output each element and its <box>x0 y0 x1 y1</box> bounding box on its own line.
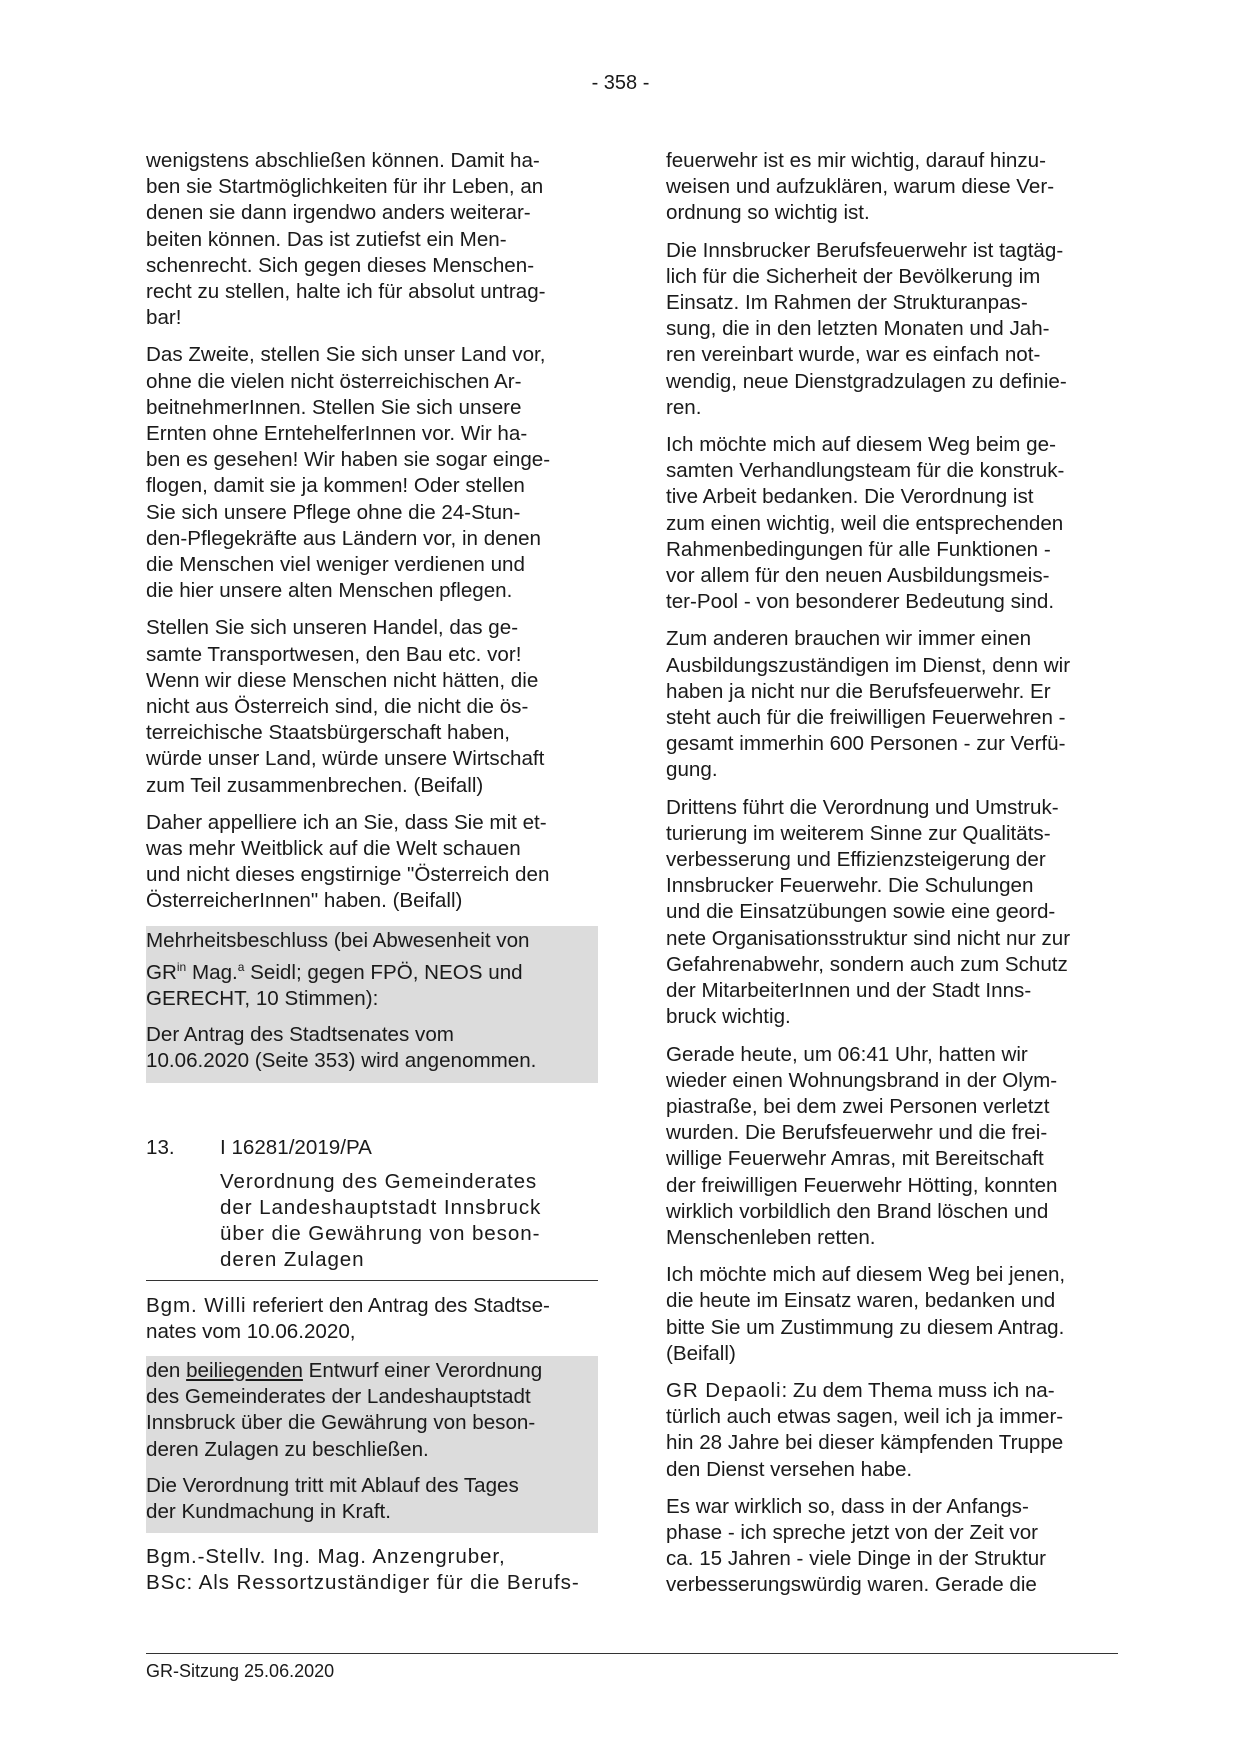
resolution-text-part: Mag. <box>186 960 238 984</box>
paragraph: feuerwehr ist es mir wichtig, darauf hinzu- weisen und aufzuklären, warum diese Ver- ordnung so wichtig ist. <box>666 149 1055 225</box>
paragraph <box>146 1544 598 1596</box>
speech-text: referiert den Antrag des Stadtse- nates vom 10.06.2020, <box>146 1293 550 1343</box>
paragraph: Stellen Sie sich unseren Handel, das ge- samte Transportwesen, den Bau etc. vor! Wenn wir diese Menschen nicht hätten, die nicht aus Österreich sind, die nicht die ös- terreichische Staatsbürgerschaft haben, würde unser Land, würde unsere Wirtschaft zum Teil zusammenbrechen. (Beifall) <box>146 616 545 797</box>
agenda-item-number: 13. <box>146 1135 175 1159</box>
superscript: in <box>176 959 187 974</box>
right-column <box>666 148 1118 1610</box>
resolution-block <box>146 926 598 1083</box>
speech-text: : Als Ressortzuständiger für die Berufs- <box>186 1571 580 1595</box>
speaker-name: GR Depaoli <box>666 1378 782 1402</box>
paragraph: Es war wirklich so, dass in der Anfangs- phase - ich spreche jetzt von der Zeit vor ca. 15 Jahren - viele Dinge in der Struktur verbesserungswürdig waren. Gerade die <box>666 1494 1047 1597</box>
resolution-text-part: Mehrheitsbeschluss (bei Abwesenheit von GR <box>146 928 530 984</box>
paragraph <box>146 1293 598 1345</box>
footer-session: GR-Sitzung 25.06.2020 <box>146 1661 335 1681</box>
resolution-text <box>146 926 598 1020</box>
agenda-item-title-box <box>146 1169 598 1281</box>
paragraph: Gerade heute, um 06:41 Uhr, hatten wir wieder einen Wohnungsbrand in der Olym- piastraße, bei dem zwei Personen verletzt wurden. Die Berufsfeuerwehr und die frei- willige Feuerwehr Amras, mit Bereitschaft der freiwilligen Feuerwehr Hötting, konnten wirklich vorbildlich den Brand löschen und Menschenleben retten. <box>666 1042 1058 1249</box>
superscript: a <box>237 959 245 974</box>
paragraph: Drittens führt die Verordnung und Umstruk- turierung im weiterem Sinne zur Qualitäts- verbesserung und Effizienzsteigerung der Innsbrucker Feuerwehr. Die Schulungen und die Einsatzübungen sowie eine geord- nete Organisationsstruktur sind nicht nur zur Gefahrenabwehr, sondern auch zum Schutz der MitarbeiterInnen und der Stadt Inns- bruck wichtig. <box>666 795 1071 1029</box>
paragraph: Ich möchte mich auf diesem Weg bei jenen, die heute im Einsatz waren, bedanken und bitte Sie um Zustimmung zu diesem Antrag. (Beifall) <box>666 1263 1066 1365</box>
speech-text: : Zu dem Thema muss ich na- türlich auch etwas sagen, weil ich ja immer- hin 28 Jahre bei dieser kämpfenden Truppe den Dienst versehen habe. <box>666 1378 1064 1481</box>
agenda-item-reference: I 16281/2019/PA <box>220 1135 372 1159</box>
speaker-name: Bgm. Willi <box>146 1293 247 1317</box>
motion-text-part: Entwurf einer Verordnung des Gemeinderates der Landeshauptstadt Innsbruck über die Gewährung von beson- deren Zulagen zu beschließen. <box>146 1358 543 1461</box>
motion-text-2: Die Verordnung tritt mit Ablauf des Tages der Kundmachung in Kraft. <box>146 1473 519 1523</box>
agenda-item-title: Verordnung des Gemeinderates der Landeshauptstadt Innsbruck über die Gewährung von beson- deren Zulagen <box>220 1169 542 1272</box>
footer-divider <box>146 1653 1118 1654</box>
paragraph: Daher appelliere ich an Sie, dass Sie mit et- was mehr Weitblick auf die Welt schauen und nicht dieses engstirnige "Österreich den ÖsterreicherInnen" haben. (Beifall) <box>146 810 550 913</box>
paragraph: Zum anderen brauchen wir immer einen Ausbildungszuständigen im Dienst, denn wir haben ja nicht nur die Berufsfeuerwehr. Er steht auch für die freiwilligen Feuerwehren - gesamt immerhin 600 Personen - zur Verfü- gung. <box>666 627 1071 782</box>
motion-text <box>146 1356 598 1471</box>
paragraph: Die Innsbrucker Berufsfeuerwehr ist tagtäg- lich für die Sicherheit der Bevölkerung im Einsatz. Im Rahmen der Strukturanpas- sung, die in den letzten Monaten und Jah- ren vereinbart wurde, war es einfach not- wendig, neue Dienstgradzulagen zu definie- ren. <box>666 238 1067 419</box>
paragraph: wenigstens abschließen können. Damit ha- ben sie Startmöglichkeiten für ihr Leben, an denen sie dann irgendwo anders weiterar- beiten können. Das ist zutiefst ein Men- schenrecht. Sich gegen dieses Menschen- recht zu stellen, halte ich für absolut untrag- bar! <box>146 149 546 330</box>
speaker-name: Bgm.-Stellv. Ing. Mag. Anzengruber, BSc <box>146 1545 506 1595</box>
paragraph: Ich möchte mich auf diesem Weg beim ge- samten Verhandlungsteam für die konstruk- tive Arbeit bedanken. Die Verordnung ist zum einen wichtig, weil die entsprechenden Rahmenbedingungen für alle Funktionen - vor allem für den neuen Ausbildungsmeis- ter-Pool - von besonderer Bedeutung sind. <box>666 433 1065 614</box>
resolution-text-part: Seidl; gegen FPÖ, NEOS und GERECHT, 10 Stimmen): <box>146 960 523 1010</box>
page-number: - 358 - <box>591 72 650 94</box>
agenda-item-header <box>146 1135 598 1161</box>
motion-text-part: den <box>146 1358 187 1382</box>
resolution-decision: Der Antrag des Stadtsenates vom 10.06.2020 (Seite 353) wird angenommen. <box>146 1023 537 1073</box>
paragraph <box>666 1378 1118 1483</box>
paragraph: Das Zweite, stellen Sie sich unser Land vor, ohne die vielen nicht österreichischen Ar- beitnehmerInnen. Stellen Sie sich unsere Ernten ohne ErntehelferInnen vor. Wir ha- ben es gesehen! Wir haben sie sogar einge- flogen, damit sie ja kommen! Oder stellen Sie sich unsere Pflege ohne die 24-Stun- den-Pflegekräfte aus Ländern vor, in denen die Menschen viel weniger verdienen und die hier unsere alten Menschen pflegen. <box>146 343 551 603</box>
left-column <box>146 148 598 1608</box>
motion-block <box>146 1356 598 1533</box>
underlined-word: beiliegenden <box>186 1358 303 1382</box>
